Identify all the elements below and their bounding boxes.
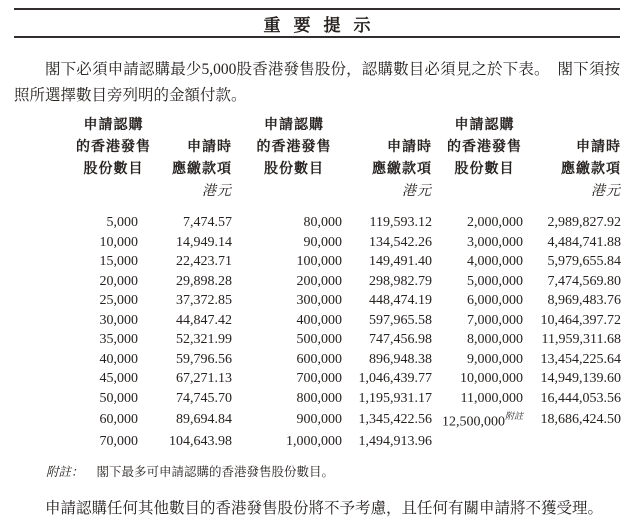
table-cell: 13,454,225.64 <box>540 351 621 367</box>
table-row <box>75 389 621 409</box>
table-row <box>75 432 621 452</box>
table-cell: 44,847.42 <box>176 312 232 328</box>
amount-column-header: 申請時 應繳款項 港元 <box>152 115 232 213</box>
table-cell: 4,000,000 <box>467 254 523 269</box>
table-cell: 5,979,655.84 <box>547 254 621 269</box>
table-cell: 29,898.28 <box>176 273 232 289</box>
table-cell: 1,046,439.77 <box>358 371 432 386</box>
intro-paragraph: 閣下必須申請認購最少5,000股香港發售股份，認購數目必須見之於下表。 閣下須按照所選擇數目旁列明的金額付款。 <box>14 61 620 104</box>
table-cell: 300,000 <box>296 293 342 308</box>
table-cell: 18,686,424.50 <box>540 412 621 428</box>
table-cell: 5,000,000 <box>467 273 523 289</box>
table-cell: 80,000 <box>303 215 342 230</box>
table-cell: 6,000,000 <box>467 293 523 308</box>
table-cell: 25,000 <box>99 293 138 308</box>
table-cell: 747,456.98 <box>369 332 432 347</box>
table-cell: 800,000 <box>296 390 342 406</box>
table-cell: 11,000,000 <box>460 390 523 406</box>
subscription-table <box>75 115 621 452</box>
table-cell: 4,484,741.88 <box>547 234 621 250</box>
shares-column-header: 申請認購 的香港發售 股份數目 <box>76 118 151 177</box>
table-cell: 59,796.56 <box>176 351 232 367</box>
footnote-label: 附註： <box>46 464 84 479</box>
table-cell: 14,949.14 <box>176 234 232 250</box>
table-row <box>75 369 621 389</box>
table-cell: 8,000,000 <box>467 332 523 347</box>
currency-label: 港元 <box>402 184 432 199</box>
table-cell: 16,444,053.56 <box>540 390 621 406</box>
table-cell: 52,321.99 <box>176 332 232 347</box>
table-cell: 10,000,000 <box>460 371 523 386</box>
closing-paragraph: 申請認購任何其他數目的香港發售股份將不予考慮，且任何有關申請將不獲受理。 <box>45 499 604 517</box>
table-cell: 7,474.57 <box>183 215 232 230</box>
shares-column-header: 申請認購 的香港發售 股份數目 <box>256 118 332 177</box>
table-cell: 40,000 <box>99 351 138 367</box>
table-cell: 134,542.26 <box>369 234 432 250</box>
table-cell <box>432 432 537 452</box>
table-row <box>75 252 621 272</box>
table-cell: 11,959,311.68 <box>541 332 621 347</box>
table-row <box>75 350 621 370</box>
note-marker: 附註 <box>504 411 523 421</box>
footnote <box>46 464 620 480</box>
table-cell: 7,474,569.80 <box>547 273 621 289</box>
amount-column-header: 申請時 應繳款項 港元 <box>356 115 432 213</box>
table-cell: 119,593.12 <box>369 215 432 230</box>
table-cell: 67,271.13 <box>176 371 232 386</box>
table-cell <box>537 432 621 452</box>
table-cell: 10,000 <box>99 234 138 250</box>
table-cell: 448,474.19 <box>369 293 432 308</box>
table-cell: 10,464,397.72 <box>540 312 621 328</box>
table-row <box>75 213 621 233</box>
table-cell: 22,423.71 <box>176 254 232 269</box>
table-cell: 2,000,000 <box>467 215 523 230</box>
table-cell: 60,000 <box>99 412 138 428</box>
table-cell: 149,491.40 <box>369 254 432 269</box>
table-cell: 1,195,931.17 <box>358 390 432 406</box>
table-cell: 100,000 <box>296 254 342 269</box>
table-cell: 3,000,000 <box>467 234 523 250</box>
table-cell: 45,000 <box>99 371 138 386</box>
table-cell: 8,969,483.76 <box>547 293 621 308</box>
table-cell: 14,949,139.60 <box>540 371 621 386</box>
table-cell: 700,000 <box>296 371 342 386</box>
table-cell: 896,948.38 <box>369 351 432 367</box>
table-cell: 600,000 <box>296 351 342 367</box>
table-cell: 50,000 <box>99 390 138 406</box>
page-title: 重要提示 <box>263 15 384 35</box>
table-cell: 37,372.85 <box>176 293 232 308</box>
table-cell: 30,000 <box>99 312 138 328</box>
table-cell: 90,000 <box>303 234 342 250</box>
table-body <box>75 213 621 452</box>
table-cell: 597,965.58 <box>369 312 432 328</box>
table-cell: 1,494,913.96 <box>358 434 432 450</box>
table-cell: 200,000 <box>296 273 342 289</box>
table-cell: 500,000 <box>296 332 342 347</box>
shares-column-header: 申請認購 的香港發售 股份數目 <box>447 118 522 177</box>
table-cell: 104,643.98 <box>169 434 232 450</box>
table-row <box>75 291 621 311</box>
table-cell: 20,000 <box>99 273 138 289</box>
table-cell: 1,345,422.56 <box>358 412 432 428</box>
table-cell: 15,000 <box>99 254 138 269</box>
table-row <box>75 330 621 350</box>
table-cell: 900,000 <box>296 412 342 428</box>
table-cell: 12,500,000$^{附註}$ <box>441 411 523 430</box>
title-box <box>14 8 620 38</box>
table-row <box>75 233 621 253</box>
prospectus-page <box>0 8 634 527</box>
table-cell: 9,000,000 <box>467 351 523 367</box>
table-row <box>75 408 621 432</box>
amount-column-header: 申請時 應繳款項 港元 <box>537 115 621 213</box>
table-cell: 74,745.70 <box>176 390 232 406</box>
table-cell: 1,000,000 <box>286 434 342 450</box>
table-cell: 2,989,827.92 <box>547 215 621 230</box>
table-cell: 89,694.84 <box>176 412 232 428</box>
table-cell: 70,000 <box>99 434 138 450</box>
table-cell: 7,000,000 <box>467 312 523 328</box>
currency-label: 港元 <box>591 184 621 199</box>
table-cell: 5,000 <box>106 215 138 230</box>
footnote-text: 閣下最多可申請認購的香港發售股份數目。 <box>96 464 335 479</box>
table-cell: 298,982.79 <box>369 273 432 289</box>
table-head <box>75 115 621 213</box>
table-cell: 35,000 <box>99 332 138 347</box>
table-row <box>75 311 621 331</box>
currency-label: 港元 <box>202 184 232 199</box>
table-row <box>75 272 621 292</box>
table-cell: 400,000 <box>296 312 342 328</box>
